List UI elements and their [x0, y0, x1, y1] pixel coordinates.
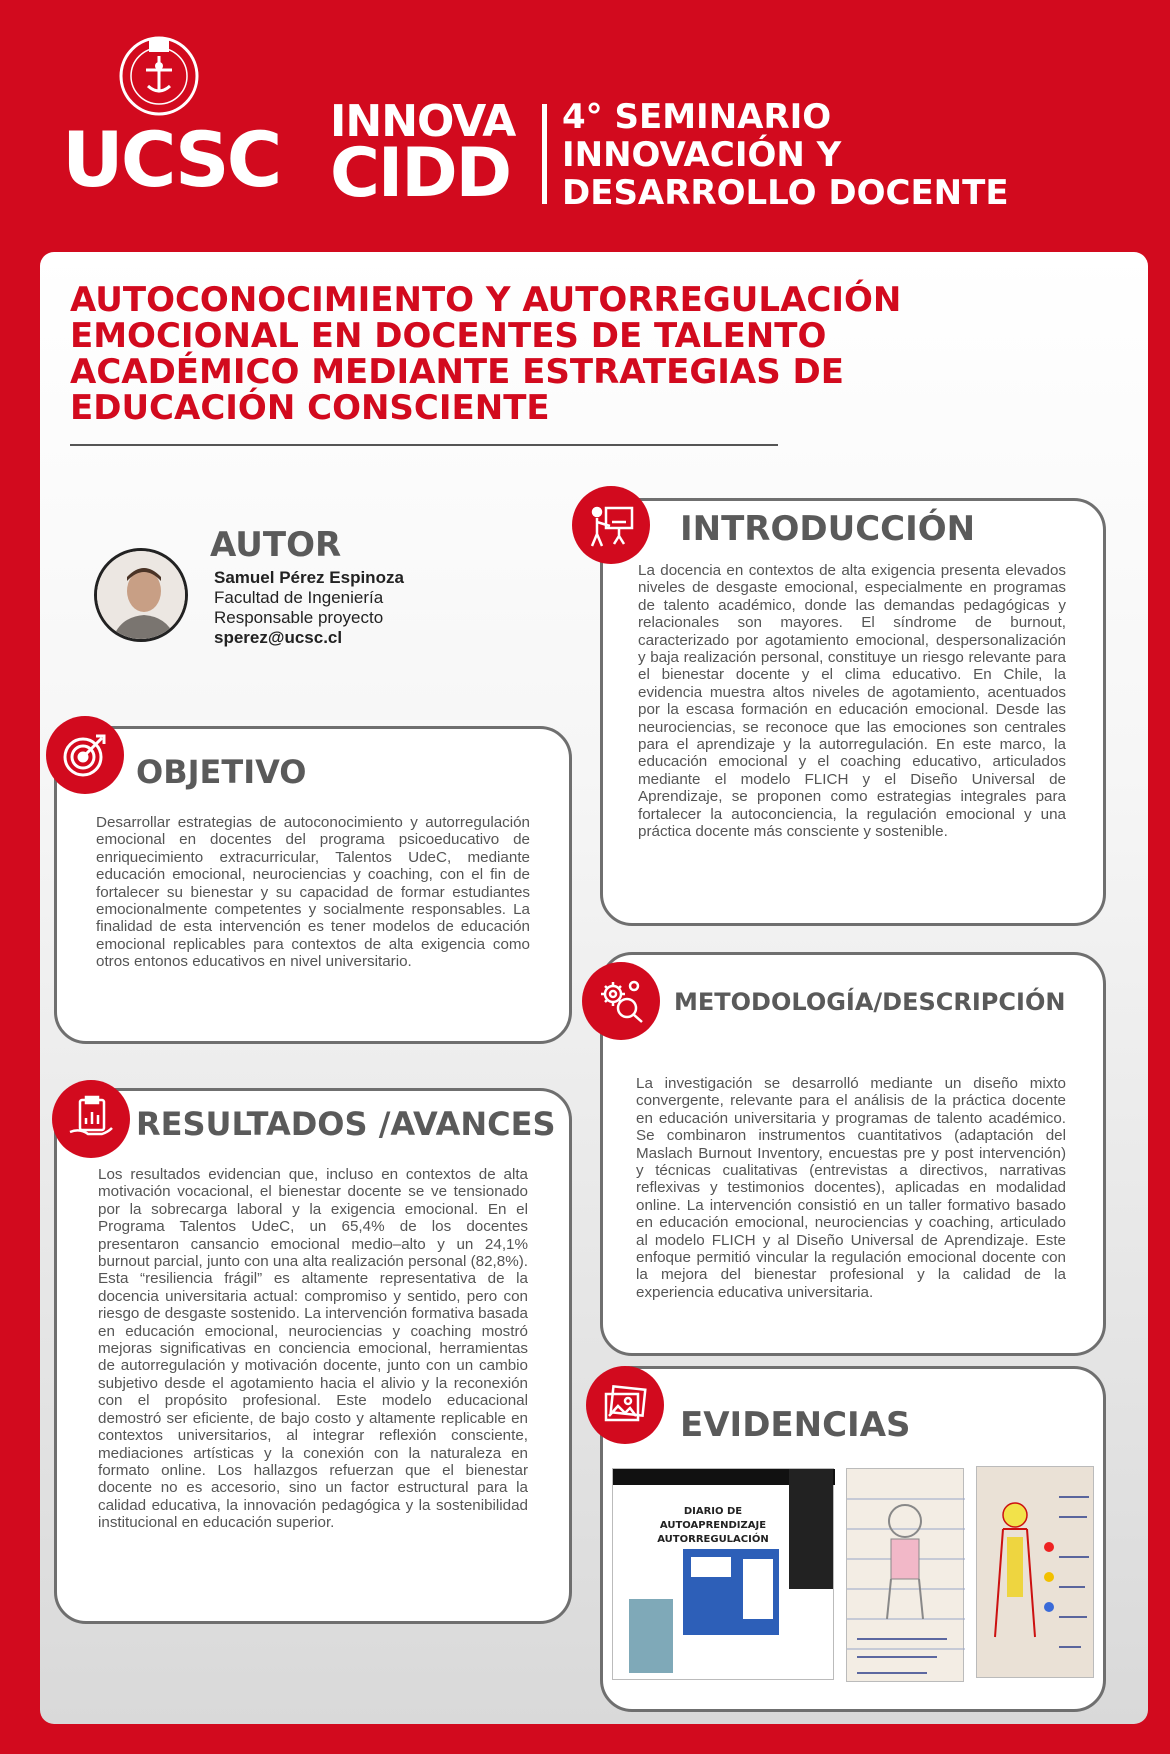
- photos-icon: [586, 1366, 664, 1444]
- introduccion-heading: INTRODUCCIÓN: [680, 509, 976, 549]
- author-faculty: Facultad de Ingeniería: [214, 588, 384, 607]
- evidencias-heading: EVIDENCIAS: [680, 1405, 911, 1445]
- metodologia-heading: METODOLOGÍA/DESCRIPCIÓN: [674, 988, 1066, 1016]
- author-avatar: [94, 548, 188, 642]
- poster-title: AUTOCONOCIMIENTO Y AUTORREGULACIÓN EMOCIONAL EN DOCENTES DE TALENTO ACADÉMICO MEDIANTE ESTRATEGIAS DE EDUCACIÓN CONSCIENTE: [70, 280, 902, 428]
- objetivo-heading: OBJETIVO: [136, 753, 307, 791]
- metodologia-text: La investigación se desarrolló mediante un diseño mixto convergente, relevante para el análisis de la práctica docente en educación universitaria y programas de talento académico. Se combinaron instrumentos cuantitativos (adaptación del Maslach Burnout Inventory, encuestas pre y post intervención) y técnicas cualitativas (entrevistas a directivos, narrativas reflexivas y testimonios docentes), aplicadas en modalidad online. La intervención consistió en un taller formativo basado en educación emocional, neurociencias y coaching, articulado al modelo FLICH y al Diseño Universal de Aprendizaje. Este enfoque permitió vincular la regulación emocional docente con la mejora del bienestar profesional y la calidad de la experiencia educativa universitaria.: [636, 1075, 1066, 1301]
- author-role: Responsable proyecto: [214, 608, 384, 627]
- clipboard-chart-icon: [52, 1080, 130, 1158]
- resultados-heading: RESULTADOS /AVANCES: [136, 1105, 556, 1143]
- evidence-slide-image: [612, 1468, 834, 1680]
- ucsc-logo: UCSC: [62, 115, 280, 204]
- gears-magnifier-icon: [582, 962, 660, 1040]
- evidence-drawing-image-1: [846, 1468, 964, 1682]
- author-info: [214, 568, 404, 648]
- cidd-label: CIDD: [330, 134, 511, 213]
- objetivo-text: Desarrollar estrategias de autoconocimiento y autorregulación emocional en docentes del programa psicoeducativo de enriquecimiento extracurricular, Talentos UdeC, mediante educación emocional, neurociencias y coaching, con el fin de fortalecer su bienestar y su capacidad de formar estudiantes emocionalmente competentes y socialmente responsables. La finalidad de esta intervención es tener modelos de educación emocional replicables para contextos de alta exigencia como otros entonos educativos en nivel universitario.: [96, 814, 530, 971]
- target-icon: [46, 716, 124, 794]
- seminar-title: 4° SEMINARIO INNOVACIÓN Y DESARROLLO DOCENTE: [562, 97, 1009, 213]
- author-heading: AUTOR: [210, 525, 342, 565]
- author-email[interactable]: sperez@ucsc.cl: [214, 628, 343, 647]
- introduccion-text: La docencia en contextos de alta exigencia presenta elevados niveles de desgaste emocional, especialmente en programas de talento académico, donde las demandas pedagógicas y relacionales son mayores. El síndrome de burnout, caracterizado por agotamiento emocional, despersonalización y baja realización personal, constituye un riesgo relevante para el bienestar docente y el clima educativo. En Chile, la evidencia muestra altos niveles de agotamiento, acentuados por la escasa formación en educación emocional. Desde las neurociencias, se reconoce que las emociones son centrales para el aprendizaje y la autorregulación. En este marco, la educación emocional y el coaching educativo, articulados mediante el modelo FLICH y el Diseño Universal de Aprendizaje, se proponen como estrategias integrales para fortalecer la autoconciencia, la regulación emocional y una práctica docente más consciente y sostenible.: [638, 562, 1066, 841]
- header-divider: [542, 104, 547, 204]
- author-name: Samuel Pérez Espinoza: [214, 568, 404, 587]
- title-divider: [70, 444, 778, 446]
- resultados-text: Los resultados evidencian que, incluso en contextos de alta motivación vocacional, el bienestar docente se ve tensionado por la sobrecarga laboral y la exigencia emocional. En el Programa Talentos UdeC, un 65,4% de los docentes presentaron cansancio emocional medio–alto y un 24,1% burnout parcial, junto con una alta realización personal (82,8%). Esta “resiliencia frágil” es altamente representativa de la docencia universitaria actual: compromiso y sentido, pero con riesgo de desgaste sostenido. La intervención formativa basada en educación emocional, neurociencias y coaching mostró mejoras significativas en conciencia emocional, herramientas de autorregulación y motivación docente, junto con un cambio subjetivo desde el agotamiento hacia el alivio y la reconexión con el propósito profesional. Este modelo educacional demostró ser eficiente, de bajo costo y altamente replicable en contextos universitarios, al integrar reflexión consciente, mediaciones artísticas y la conexión con la naturaleza en formato online. Los hallazgos refuerzan que el bienestar docente no es accesorio, sino un factor estructural para la calidad educativa, la innovación pedagógica y la sostenibilidad institucional en educación superior.: [98, 1166, 528, 1532]
- evidence-drawing-image-2: [976, 1466, 1094, 1678]
- innova-label: INNOVA: [330, 96, 516, 147]
- slide-title: DIARIO DE AUTOAPRENDIZAJE AUTORREGULACIÓN: [657, 1506, 769, 1545]
- teacher-board-icon: [572, 486, 650, 564]
- university-seal: [118, 30, 200, 122]
